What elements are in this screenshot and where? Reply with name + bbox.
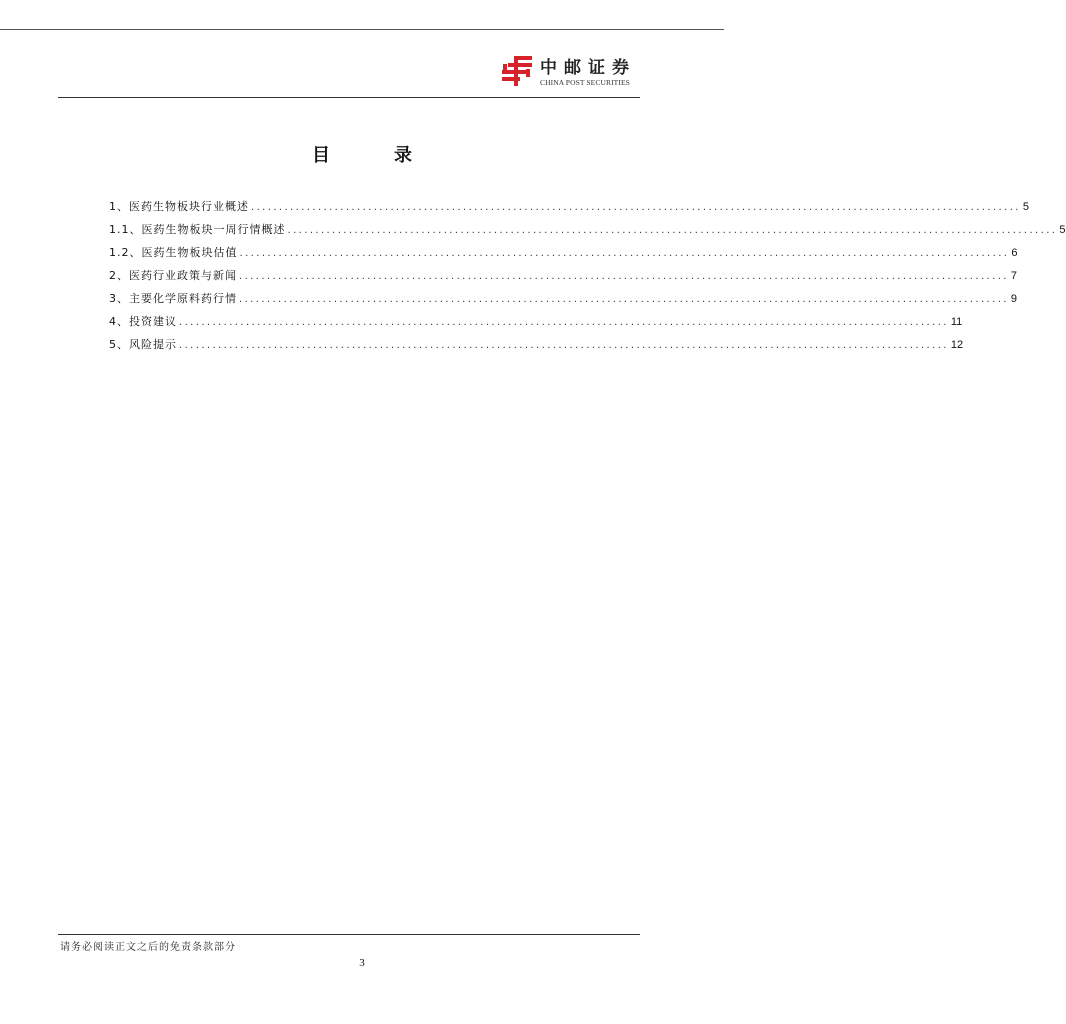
toc-entry-label: 4、投资建议 [109,315,177,328]
toc-entry-page: 5 [1059,224,1066,236]
toc-leader-dots: .......................................................................................................................................... [287,225,1058,236]
disclaimer-note: 请务必阅读正文之后的免责条款部分 [60,942,236,953]
toc-entry[interactable] [109,291,1017,314]
toc-leader-dots: .......................................................................................................................................... [179,317,949,328]
toc-title [0,141,724,167]
company-logo [500,55,640,91]
toc-leader-dots: .......................................................................................................................................... [251,202,1021,213]
toc-title-part1: 目 [312,145,330,166]
toc-entry-label: 1.1、医药生物板块一周行情概述 [109,223,286,236]
toc-entry-page: 5 [1022,201,1029,213]
toc-entry-label: 1.2、医药生物板块估值 [109,246,238,259]
toc-entry-label: 2、医药行业政策与新闻 [109,269,237,282]
toc-entry-page: 9 [1010,293,1017,305]
toc-entry[interactable] [109,199,1029,222]
toc-entry[interactable] [109,222,1066,245]
logo-english-name: CHINA POST SECURITIES [540,78,630,87]
footer-rule [58,934,640,935]
toc-leader-dots: .......................................................................................................................................... [239,294,1009,305]
toc-leader-dots: .......................................................................................................................................... [239,248,1010,259]
page-number: 3 [359,957,365,969]
toc-entry[interactable] [109,314,963,337]
header-rule [58,97,640,98]
toc-entry-page: 11 [950,316,963,328]
toc-entry[interactable] [109,245,1018,268]
toc-leader-dots: .......................................................................................................................................... [239,271,1009,282]
toc-entry-page: 12 [950,339,964,351]
toc-entry[interactable] [109,268,1017,291]
toc-entry-label: 1、医药生物板块行业概述 [109,200,249,213]
table-of-contents [109,199,1066,360]
logo-chinese-name: 中邮证券 [540,58,636,78]
toc-entry[interactable] [109,337,964,360]
toc-leader-dots: .......................................................................................................................................... [179,340,949,351]
china-post-logo-icon [500,55,534,87]
top-rule [0,29,724,30]
toc-entry-page: 7 [1010,270,1017,282]
toc-entry-page: 6 [1011,247,1018,259]
toc-title-part2: 录 [394,145,412,166]
toc-entry-label: 5、风险提示 [109,338,177,351]
toc-entry-label: 3、主要化学原料药行情 [109,292,237,305]
